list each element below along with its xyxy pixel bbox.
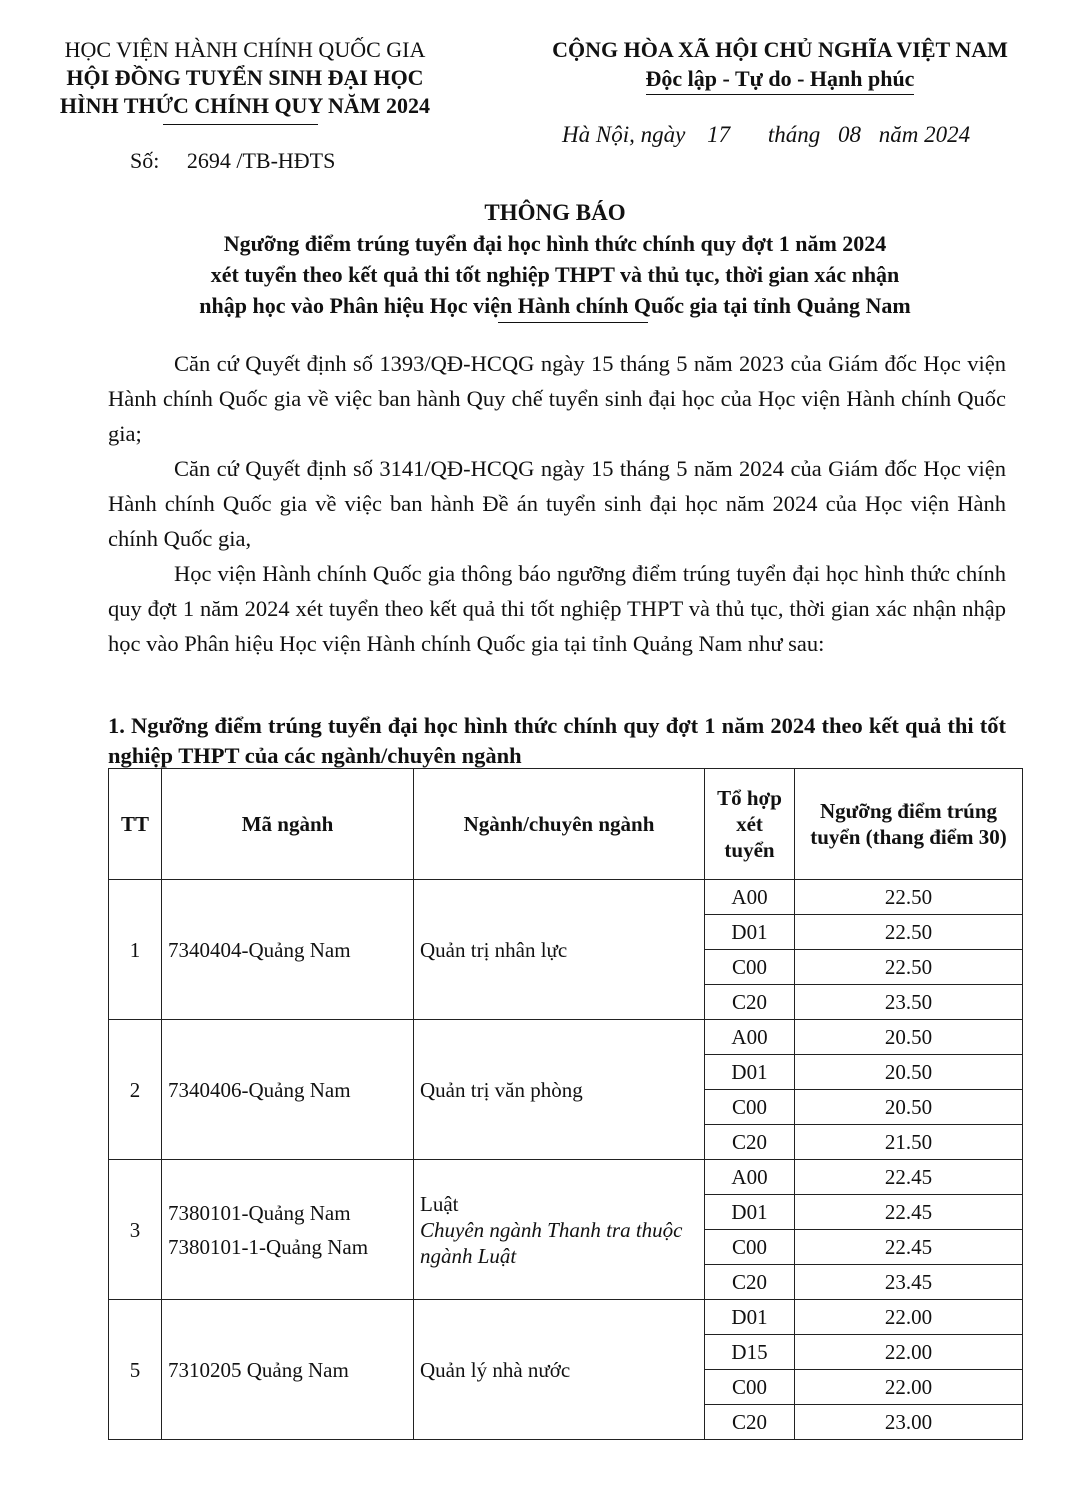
issuer-line-2: HỘI ĐỒNG TUYỂN SINH ĐẠI HỌC — [66, 65, 424, 90]
issuer-line-1: HỌC VIỆN HÀNH CHÍNH QUỐC GIA — [64, 37, 426, 62]
cell-tt: 2 — [109, 1020, 162, 1160]
cell-combination: D01 — [705, 1055, 795, 1090]
cell-tt: 1 — [109, 880, 162, 1020]
cell-threshold-score: 20.50 — [795, 1020, 1023, 1055]
cell-combination: C00 — [705, 1090, 795, 1125]
document-number — [130, 148, 335, 174]
cell-combination: A00 — [705, 1160, 795, 1195]
cell-combination: A00 — [705, 880, 795, 915]
date-month-label: tháng — [767, 122, 821, 147]
table-body — [109, 880, 1023, 1440]
section-1-heading: 1. Ngưỡng điểm trúng tuyển đại học hình thức chính quy đợt 1 năm 2024 theo kết quả thi tốt nghiệp THPT của các ngành/chuyên ngành — [108, 713, 1006, 768]
date-month: 08 — [837, 122, 861, 147]
issuer-divider — [163, 124, 318, 125]
cell-major-code — [162, 1160, 414, 1300]
cell-threshold-score: 22.00 — [795, 1335, 1023, 1370]
major-code: 7380101-Quảng Nam — [168, 1200, 351, 1225]
cell-threshold-score: 22.50 — [795, 950, 1023, 985]
header-code: Mã ngành — [162, 769, 414, 880]
cell-combination: C00 — [705, 1370, 795, 1405]
table-header-row — [109, 769, 1023, 880]
cell-threshold-score: 20.50 — [795, 1090, 1023, 1125]
issuer-block — [30, 36, 460, 120]
major-name: Quản trị văn phòng — [420, 1077, 583, 1102]
cell-major-name — [414, 1160, 705, 1300]
document-number-value: 2694 /TB-HĐTS — [186, 148, 336, 173]
cell-major-name — [414, 1300, 705, 1440]
cell-threshold-score: 20.50 — [795, 1055, 1023, 1090]
cell-threshold-score: 21.50 — [795, 1125, 1023, 1160]
cell-combination: C20 — [705, 985, 795, 1020]
header-major: Ngành/chuyên ngành — [414, 769, 705, 880]
cell-major-code — [162, 1300, 414, 1440]
cell-combination: C20 — [705, 1265, 795, 1300]
notice-heading: THÔNG BÁO — [484, 200, 626, 225]
cell-threshold-score: 22.45 — [795, 1230, 1023, 1265]
issuer-line-3: HÌNH THỨC CHÍNH QUY NĂM 2024 — [59, 93, 431, 118]
document-number-label: Số: — [130, 148, 160, 173]
date-year: năm 2024 — [878, 122, 971, 147]
body-paragraph-3: Học viện Hành chính Quốc gia thông báo ngưỡng điểm trúng tuyển đại học hình thức chính quy đợt 1 năm 2024 xét tuyển theo kết quả thi tốt nghiệp THPT và thủ tục, thời gian xác nhận nhập học vào Phân hiệu Học viện Hành chính Quốc gia tại tỉnh Quảng Nam như sau: — [108, 561, 1006, 656]
notice-title — [60, 198, 1050, 321]
cell-threshold-score: 23.45 — [795, 1265, 1023, 1300]
cell-threshold-score: 22.50 — [795, 880, 1023, 915]
cell-combination: D01 — [705, 915, 795, 950]
body-paragraph-2: Căn cứ Quyết định số 3141/QĐ-HCQG ngày 15 tháng 5 năm 2024 của Giám đốc Học viện Hành chính Quốc gia về việc ban hành Đề án tuyển sinh đại học năm 2024 của Học viện Hành chính Quốc gia, — [108, 456, 1006, 551]
cell-major-name — [414, 880, 705, 1020]
table-row — [109, 1160, 1023, 1195]
cell-threshold-score: 22.50 — [795, 915, 1023, 950]
cell-combination: D01 — [705, 1195, 795, 1230]
major-name: Luật — [420, 1191, 459, 1216]
cell-combination: C20 — [705, 1405, 795, 1440]
cell-major-code — [162, 880, 414, 1020]
header-tt: TT — [109, 769, 162, 880]
header-combination: Tổ hợp xét tuyển — [705, 769, 795, 880]
cell-threshold-score: 22.45 — [795, 1195, 1023, 1230]
table-row — [109, 880, 1023, 915]
national-header — [520, 36, 1040, 95]
major-code-secondary: 7380101-1-Quảng Nam — [168, 1234, 369, 1259]
header-threshold: Ngưỡng điểm trúng tuyển (thang điểm 30) — [795, 769, 1023, 880]
body-paragraph-1: Căn cứ Quyết định số 1393/QĐ-HCQG ngày 15 tháng 5 năm 2023 của Giám đốc Học viện Hành chính Quốc gia về việc ban hành Quy chế tuyển sinh đại học của Học viện Hành chính Quốc gia; — [108, 351, 1006, 446]
major-name: Quản lý nhà nước — [420, 1357, 571, 1382]
cell-major-code — [162, 1020, 414, 1160]
date-line — [562, 122, 970, 148]
cell-threshold-score: 22.45 — [795, 1160, 1023, 1195]
cell-threshold-score: 22.00 — [795, 1300, 1023, 1335]
cell-combination: C00 — [705, 1230, 795, 1265]
national-title: CỘNG HÒA XÃ HỘI CHỦ NGHĨA VIỆT NAM — [552, 37, 1008, 62]
cell-tt: 3 — [109, 1160, 162, 1300]
major-code: 7340406-Quảng Nam — [168, 1077, 351, 1102]
notice-subtitle-2: xét tuyển theo kết quả thi tốt nghiệp THPT và thủ tục, thời gian xác nhận — [210, 262, 900, 287]
cell-combination: D15 — [705, 1335, 795, 1370]
cell-combination: D01 — [705, 1300, 795, 1335]
major-code: 7340404-Quảng Nam — [168, 937, 351, 962]
notice-subtitle-1: Ngưỡng điểm trúng tuyển đại học hình thức chính quy đợt 1 năm 2024 — [223, 231, 887, 256]
table-row — [109, 1300, 1023, 1335]
major-code: 7310205 Quảng Nam — [168, 1357, 349, 1382]
cell-threshold-score: 23.00 — [795, 1405, 1023, 1440]
cell-combination: A00 — [705, 1020, 795, 1055]
major-name: Quản trị nhân lực — [420, 937, 568, 962]
table-row — [109, 1020, 1023, 1055]
cell-combination: C00 — [705, 950, 795, 985]
cell-tt: 5 — [109, 1300, 162, 1440]
cell-major-name — [414, 1020, 705, 1160]
date-day: 17 — [707, 122, 731, 147]
cell-threshold-score: 23.50 — [795, 985, 1023, 1020]
major-specialization: Chuyên ngành Thanh tra thuộc ngành Luật — [420, 1217, 683, 1268]
date-place: Hà Nội, ngày — [562, 122, 686, 147]
cell-combination: C20 — [705, 1125, 795, 1160]
national-motto: Độc lập - Tự do - Hạnh phúc — [646, 64, 915, 95]
notice-subtitle-3: nhập học vào Phân hiệu Học viện Hành chính Quốc gia tại tỉnh Quảng Nam — [199, 293, 911, 318]
title-divider — [498, 322, 648, 323]
cell-threshold-score: 22.00 — [795, 1370, 1023, 1405]
notice-body — [108, 346, 1006, 661]
score-table — [108, 768, 1023, 1440]
